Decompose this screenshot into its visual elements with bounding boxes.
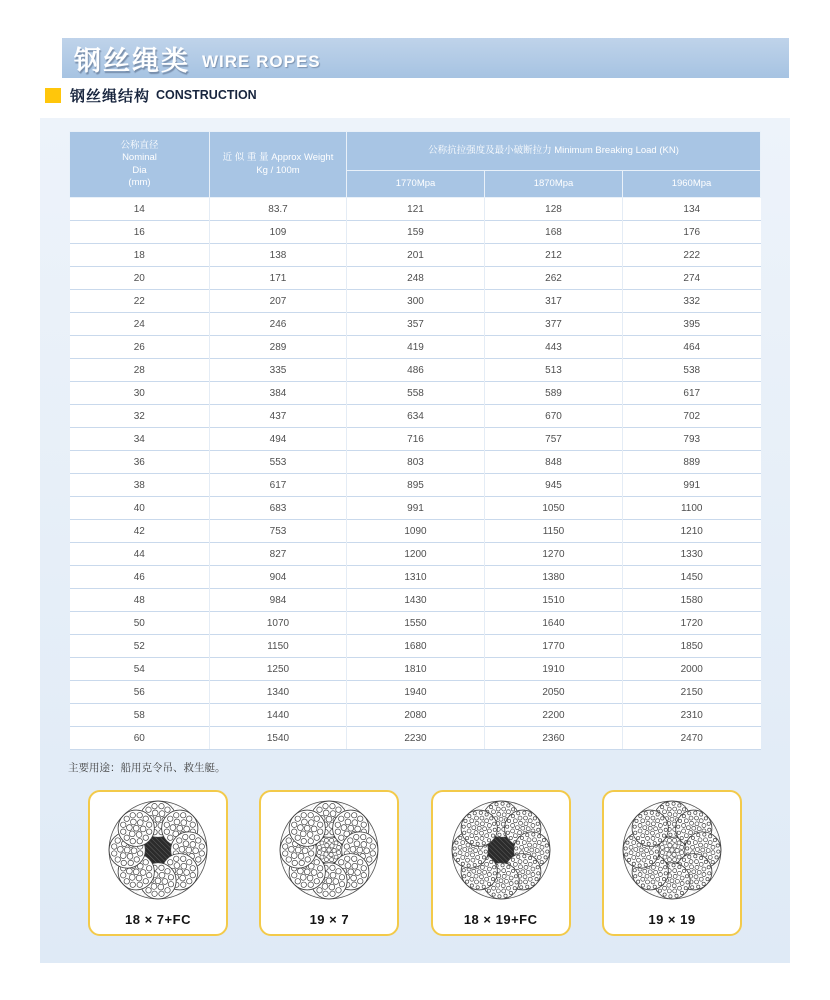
table-row: [70, 428, 761, 451]
table-cell: 395: [623, 313, 761, 336]
table-cell: 2200: [485, 704, 623, 727]
table-cell: 246: [210, 313, 347, 336]
table-cell: 56: [70, 681, 210, 704]
table-cell: 419: [347, 336, 485, 359]
table-cell: 827: [210, 543, 347, 566]
table-cell: 889: [623, 451, 761, 474]
table-row: [70, 382, 761, 405]
section-title-zh: 钢丝绳结构: [70, 87, 151, 105]
construction-card: [259, 790, 399, 936]
table-cell: 28: [70, 359, 210, 382]
table-cell: 2360: [485, 727, 623, 750]
table-cell: 212: [485, 244, 623, 267]
table-cell: 300: [347, 290, 485, 313]
table-cell: 44: [70, 543, 210, 566]
table-cell: 757: [485, 428, 623, 451]
table-cell: 289: [210, 336, 347, 359]
usage-note: 主要用途：船用克令吊、救生艇。: [68, 762, 226, 774]
table-cell: 1770: [485, 635, 623, 658]
table-cell: 1680: [347, 635, 485, 658]
table-cell: 2150: [623, 681, 761, 704]
table-cell: 30: [70, 382, 210, 405]
table-cell: 1720: [623, 612, 761, 635]
content-panel: [40, 118, 790, 963]
section-title-en: CONSTRUCTION: [156, 88, 257, 102]
table-header: [70, 132, 761, 198]
table-body: [70, 198, 761, 750]
table-cell: 617: [210, 474, 347, 497]
table-cell: 753: [210, 520, 347, 543]
table-cell: 2000: [623, 658, 761, 681]
table-cell: 2470: [623, 727, 761, 750]
table-cell: 558: [347, 382, 485, 405]
table-cell: 32: [70, 405, 210, 428]
table-row: [70, 543, 761, 566]
table-cell: 513: [485, 359, 623, 382]
rope-diagram: [275, 796, 383, 909]
table-row: [70, 727, 761, 750]
table-cell: 332: [623, 290, 761, 313]
table-cell: 494: [210, 428, 347, 451]
header-line: Nominal: [122, 152, 157, 164]
table-cell: 991: [347, 497, 485, 520]
construction-cards: [88, 790, 742, 936]
table-cell: 248: [347, 267, 485, 290]
table-cell: 14: [70, 198, 210, 221]
table-cell: 36: [70, 451, 210, 474]
table-cell: 58: [70, 704, 210, 727]
table-cell: 1250: [210, 658, 347, 681]
table-row: [70, 451, 761, 474]
table-cell: 134: [623, 198, 761, 221]
table-cell: 1940: [347, 681, 485, 704]
table-cell: 464: [623, 336, 761, 359]
header-line: 近 似 重 量 Approx Weight: [222, 152, 334, 164]
construction-card: [431, 790, 571, 936]
table-cell: 589: [485, 382, 623, 405]
table-row: [70, 497, 761, 520]
table-cell: 702: [623, 405, 761, 428]
table-cell: 207: [210, 290, 347, 313]
table-cell: 2230: [347, 727, 485, 750]
construction-label: 18 × 19+FC: [463, 912, 538, 927]
construction-label: 18 × 7+FC: [125, 912, 191, 927]
table-cell: 46: [70, 566, 210, 589]
table-cell: 377: [485, 313, 623, 336]
table-cell: 109: [210, 221, 347, 244]
header-line: (mm): [128, 176, 151, 188]
table-cell: 1310: [347, 566, 485, 589]
table-row: [70, 681, 761, 704]
table-cell: 1330: [623, 543, 761, 566]
table-cell: 1210: [623, 520, 761, 543]
table-row: [70, 244, 761, 267]
table-cell: 18: [70, 244, 210, 267]
table-cell: 1090: [347, 520, 485, 543]
table-cell: 159: [347, 221, 485, 244]
table-cell: 121: [347, 198, 485, 221]
table-cell: 1510: [485, 589, 623, 612]
table-cell: 1550: [347, 612, 485, 635]
table-cell: 26: [70, 336, 210, 359]
table-cell: 1430: [347, 589, 485, 612]
construction-card: [88, 790, 228, 936]
table-row: [70, 221, 761, 244]
table-cell: 1200: [347, 543, 485, 566]
table-cell: 1540: [210, 727, 347, 750]
page-title-zh: 钢丝绳类: [74, 45, 190, 76]
rope-diagram: [618, 796, 726, 909]
table-cell: 683: [210, 497, 347, 520]
table-cell: 2310: [623, 704, 761, 727]
table-cell: 443: [485, 336, 623, 359]
table-cell: 274: [623, 267, 761, 290]
page-banner: [62, 38, 789, 78]
table-cell: 1100: [623, 497, 761, 520]
table-cell: 48: [70, 589, 210, 612]
table-cell: 171: [210, 267, 347, 290]
table-cell: 1450: [623, 566, 761, 589]
table-cell: 553: [210, 451, 347, 474]
section-heading: [45, 86, 257, 104]
construction-label: 19 × 7: [309, 912, 350, 927]
table-row: [70, 405, 761, 428]
table-cell: 38: [70, 474, 210, 497]
table-cell: 1150: [485, 520, 623, 543]
page-title-en: WIRE ROPES: [202, 52, 321, 71]
table-row: [70, 704, 761, 727]
table-cell: 984: [210, 589, 347, 612]
table-cell: 634: [347, 405, 485, 428]
table-cell: 617: [623, 382, 761, 405]
header-line: Dia: [132, 164, 147, 176]
table-cell: 538: [623, 359, 761, 382]
table-cell: 904: [210, 566, 347, 589]
rope-diagram: [447, 796, 555, 909]
table-cell: 42: [70, 520, 210, 543]
table-cell: 1440: [210, 704, 347, 727]
table-cell: 16: [70, 221, 210, 244]
header-grade-1870: 1870Mpa: [485, 171, 623, 198]
table-cell: 83.7: [210, 198, 347, 221]
table-cell: 1580: [623, 589, 761, 612]
construction-label: 19 × 19: [648, 912, 696, 927]
header-approx-weight: [210, 132, 347, 198]
table-row: [70, 313, 761, 336]
header-breaking-load: 公称抗拉强度及最小破断拉力 Minimum Breaking Load (KN): [347, 132, 761, 171]
table-cell: 895: [347, 474, 485, 497]
table-cell: 1810: [347, 658, 485, 681]
table-cell: 22: [70, 290, 210, 313]
table-row: [70, 520, 761, 543]
table-cell: 1850: [623, 635, 761, 658]
table-cell: 262: [485, 267, 623, 290]
table-cell: 803: [347, 451, 485, 474]
table-cell: 1070: [210, 612, 347, 635]
table-cell: 201: [347, 244, 485, 267]
table-row: [70, 267, 761, 290]
header-nominal-dia: [70, 132, 210, 198]
table-cell: 1050: [485, 497, 623, 520]
table-cell: 1640: [485, 612, 623, 635]
table-cell: 34: [70, 428, 210, 451]
table-cell: 60: [70, 727, 210, 750]
table-cell: 437: [210, 405, 347, 428]
table-cell: 357: [347, 313, 485, 336]
table-row: [70, 474, 761, 497]
table-cell: 945: [485, 474, 623, 497]
table-cell: 486: [347, 359, 485, 382]
table-row: [70, 566, 761, 589]
table-cell: 1910: [485, 658, 623, 681]
table-cell: 670: [485, 405, 623, 428]
table-row: [70, 336, 761, 359]
rope-diagram: [104, 796, 212, 909]
header-line: Kg / 100m: [256, 164, 300, 176]
table-cell: 50: [70, 612, 210, 635]
table-cell: 716: [347, 428, 485, 451]
table-cell: 54: [70, 658, 210, 681]
table-cell: 24: [70, 313, 210, 336]
table-cell: 1380: [485, 566, 623, 589]
header-line: 公称直径: [120, 139, 159, 151]
table-row: [70, 589, 761, 612]
header-grade-1960: 1960Mpa: [623, 171, 761, 198]
table-cell: 138: [210, 244, 347, 267]
table-cell: 2050: [485, 681, 623, 704]
table-cell: 40: [70, 497, 210, 520]
table-cell: 52: [70, 635, 210, 658]
table-cell: 335: [210, 359, 347, 382]
table-row: [70, 658, 761, 681]
table-row: [70, 290, 761, 313]
table-row: [70, 359, 761, 382]
table-cell: 176: [623, 221, 761, 244]
table-row: [70, 612, 761, 635]
table-cell: 20: [70, 267, 210, 290]
table-cell: 848: [485, 451, 623, 474]
table-cell: 128: [485, 198, 623, 221]
header-grade-1770: 1770Mpa: [347, 171, 485, 198]
table-cell: 2080: [347, 704, 485, 727]
yellow-square-icon: [45, 88, 61, 103]
table-cell: 793: [623, 428, 761, 451]
table-cell: 1340: [210, 681, 347, 704]
table-cell: 384: [210, 382, 347, 405]
table-cell: 317: [485, 290, 623, 313]
table-cell: 222: [623, 244, 761, 267]
table-cell: 168: [485, 221, 623, 244]
table-row: [70, 198, 761, 221]
table-cell: 1270: [485, 543, 623, 566]
table-cell: 1150: [210, 635, 347, 658]
table-cell: 991: [623, 474, 761, 497]
spec-table: [69, 131, 761, 750]
table-row: [70, 635, 761, 658]
construction-card: [602, 790, 742, 936]
